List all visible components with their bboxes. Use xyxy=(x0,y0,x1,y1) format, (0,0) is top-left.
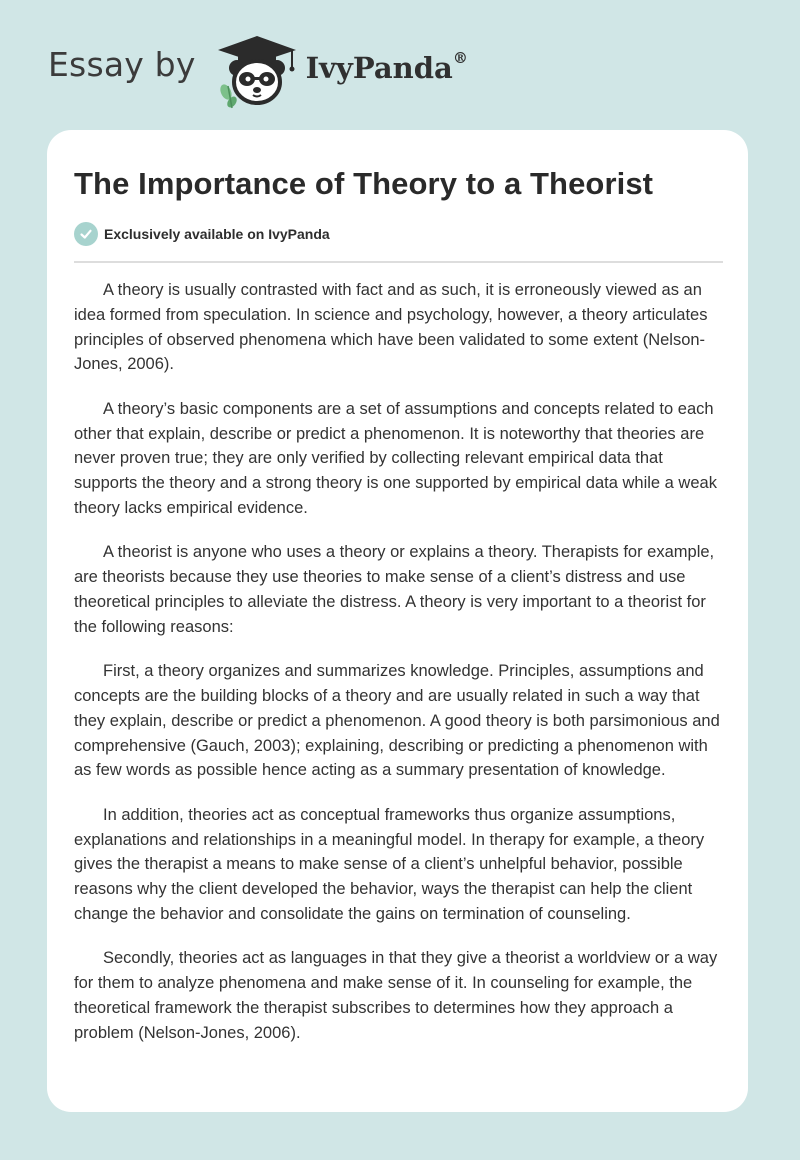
paragraph: A theory is usually contrasted with fact and as such, it is erroneously viewed as an idea formed from speculation. In science and psychology, however, a theory articulates principles of observed phenomena which have been validated to some extent (Nelson-Jones, 2006). xyxy=(74,281,708,374)
site-header xyxy=(48,30,568,110)
exclusive-badge xyxy=(74,222,330,246)
paragraph: In addition, theories act as conceptual frameworks thus organize assumptions, explanations and relationships in a meaningful model. In therapy for example, a theory gives the therapist a means to make sense of a client’s unhelpful behavior, possible reasons why the client developed the behavior, ways the therapist can help the client change the behavior and consolidate the gains on termination of counseling. xyxy=(74,805,705,923)
registered-mark: ® xyxy=(452,49,468,68)
essay-card xyxy=(47,130,748,1112)
paragraph: Secondly, theories act as languages in that they give a theorist a worldview or a way for them to analyze phenomena and make sense of it. In counseling for example, the theoretical framework the therapist subscribes to determines how they approach a problem (Nelson-Jones, 2006). xyxy=(74,949,718,1042)
essay-body xyxy=(74,278,728,1065)
check-circle-icon xyxy=(74,222,98,246)
essay-by-label: Essay by xyxy=(48,44,196,84)
page-title: The Importance of Theory to a Theorist xyxy=(74,166,654,201)
paragraph: A theorist is anyone who uses a theory or explains a theory. Therapists for example, are theorists because they use theories to make sense of a client’s distress and use theoretical principles to alleviate the distress. A theory is very important to a theorist for the following reasons: xyxy=(74,543,715,636)
brand-name[interactable]: IvyPanda® xyxy=(305,49,468,85)
panda-graduate-icon[interactable] xyxy=(212,30,302,110)
paragraph: A theory’s basic components are a set of assumptions and concepts related to each other that explain, describe or predict a phenomenon. It is noteworthy that theories are never proven true; they are only verified by collecting relevant empirical data that supports the theory and a strong theory is one supported by empirical data while a weak theory lacks empirical evidence. xyxy=(74,399,717,517)
badge-text: Exclusively available on IvyPanda xyxy=(104,226,330,242)
divider xyxy=(74,261,723,263)
paragraph: First, a theory organizes and summarizes knowledge. Principles, assumptions and concepts are the building blocks of a theory and are usually related in such a way that they explain, describe or predict a phenomenon. A good theory is both parsimonious and comprehensive (Gauch, 2003); explaining, describing or predicting a phenomenon with as few words as possible hence acting as a summary presentation of knowledge. xyxy=(74,662,720,780)
